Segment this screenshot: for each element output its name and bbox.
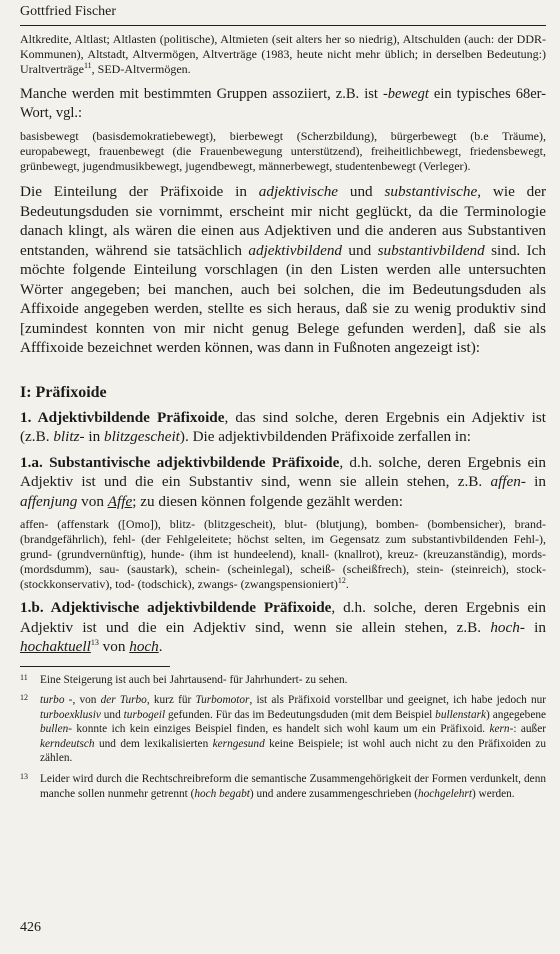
header-rule <box>20 25 546 26</box>
text-run: konnte ich kein einziges Beispiel finden, es handelt sich wohl kaum um ein Präfixoid. <box>72 723 490 736</box>
footnote-12 <box>20 693 546 766</box>
text-run: keine Beispiele; ist wohl auch nicht zu den Präfixoiden zu zählen. <box>40 737 547 765</box>
text-run-italic-underlined: Affe <box>107 492 133 510</box>
text-run: in <box>525 473 546 490</box>
paragraph-bewegt-list: basisbewegt (basisdemokratiebewegt), bierbewegt (Scherzbildung), bürgerbewegt (b.e Träume), europabewegt, frauenbewegt (die Frauenbewegung unterstützend), freiheitlichbewegt, friedensbewegt, grünbewegt, jugendmusikbewegt, jugendbewegt, männerbewegt, studentenbewegt (Verleger). <box>20 129 546 173</box>
footnote-ref: 11 <box>83 61 92 70</box>
text-run: gefunden. Für das im Bedeutungsduden (mit dem Beispiel <box>165 708 436 721</box>
text-run-italic-underlined: hochaktuell <box>20 638 91 655</box>
text-run-italic: affenjung <box>20 492 78 510</box>
text-run: , kurz für <box>146 694 196 707</box>
text-run-italic: -bewegt <box>382 86 429 102</box>
text-run-italic: turboexklusiv <box>40 708 101 721</box>
text-run-italic-underlined: hoch <box>129 638 159 655</box>
text-run-italic: kern- <box>489 723 514 736</box>
text-run-italic: blitz- <box>53 428 85 445</box>
text-run: Altkredite, Altlast; Altlasten (politische), Altmieten (seit alters her so niedrig), Altschulden (auch: der DDR-Kommunen), Altstadt, Altvermögen, Altverträge (1983, heute nicht mehr üblich; in derselben Bedeutung:) Uraltverträge <box>20 32 546 76</box>
text-run: ). Die adjektivbildenden Präfixoide zerfallen in: <box>179 428 471 445</box>
text-run: und <box>342 241 378 259</box>
text-run: von <box>98 638 130 655</box>
footnote-number: 12 <box>20 693 28 703</box>
text-run-italic: hochgelehrt <box>418 787 472 800</box>
text-run: ) werden. <box>471 787 515 800</box>
subsection-1b <box>20 598 546 657</box>
text-run: Manche werden mit bestimmten Gruppen assoziiert, z.B. ist <box>20 86 383 102</box>
text-run: in <box>84 428 104 445</box>
footnote-number: 11 <box>20 672 28 682</box>
footnote-rule <box>20 666 170 667</box>
text-run-italic: affen- <box>490 473 526 490</box>
text-run: ) angegebene <box>486 708 547 721</box>
paragraph-groups <box>20 85 546 123</box>
subsection-title: 1.a. Substantivische adjektivbildende Präfixoide <box>20 453 340 471</box>
text-run: von <box>77 492 108 510</box>
body-text <box>20 32 546 801</box>
text-run: , ist als Präfixoid vorstellbar und geeignet, ich habe jedoch nur <box>249 694 547 707</box>
text-run-italic: Turbomotor <box>195 694 250 707</box>
subsection-1a <box>20 453 546 512</box>
text-run: affen- (affenstark ([Omo]), blitz- (blitzgescheit), blut- (blutjung), bomben- (bombensicher), brand- (brandgefährlich), fehl- (der Fehlgeleitete; höchst selten, im Gegensatz zum substantivbildenden Fehl-), grund- (grundvernünftig), hunde- (ihm ist hundeelend), knall- (knallrot), kreuz- (kreuzanständig), mords- (mordsdumm), sau- (saustark), schein- (scheinlegal), scheiß- (scheißfrech), stein- (steinreich), stock- (stockkonservativ), tod- (todschick), zwangs- (zwangspensioniert) <box>20 517 546 591</box>
text-run: , von <box>72 694 101 707</box>
text-run-italic: der Turbo <box>100 694 147 707</box>
text-run: und <box>100 708 124 721</box>
text-run: ) und andere zusammengeschrieben ( <box>249 787 418 800</box>
text-run: sind. Ich möchte folgende Einteilung vorschlagen (in den Listen werden alle untersuchten Wörter angegeben; bei manchen, auch bei solchen, die im Bedeutungsduden als Affixoide angegeben werden, stellte es sich heraus, daß sie zu wenig produktiv sind [zumindest konnten von mir nicht genug Belege gefunden werden], daß sie als Afffixoide bezeichnet werden können, was dann in Fußnoten angezeigt ist): <box>20 241 547 356</box>
text-run: und <box>338 183 385 200</box>
footnote-ref: 13 <box>90 637 99 647</box>
subsection-1 <box>20 408 546 447</box>
text-run-italic: kerngesund <box>212 737 265 750</box>
text-run-italic: kerndeutsch <box>40 737 95 750</box>
footnote-11 <box>20 673 546 688</box>
text-run-italic: substantivbildend <box>377 241 485 259</box>
subsection-title: 1. Adjektivbildende Präfixoide <box>20 408 225 426</box>
subsection-title: 1.b. Adjektivische adjektivbildende Präfixoide <box>20 599 332 616</box>
text-run: , wie der Bedeutungsduden sie vornimmt, erscheint mir nicht geglückt, da die Terminologie danach klingt, als wären die einen aus Adjektiven und die anderen aus Substantiven entstanden, während sie tatsächlich <box>20 183 547 259</box>
text-run: , SED-Altvermögen. <box>91 62 191 76</box>
text-run-italic: hoch- <box>490 618 525 636</box>
paragraph-alt-list <box>20 32 546 77</box>
text-run: und dem lexikalisierten <box>94 737 213 750</box>
footnote-13 <box>20 772 546 801</box>
text-run-italic: turbogeil <box>123 708 166 721</box>
text-run-italic: hoch begabt <box>194 787 250 800</box>
text-run: . <box>158 638 163 655</box>
paragraph-classification <box>20 182 546 358</box>
text-run: , d.h. solche, deren Ergebnis ein Adjektiv ist und die ein Substantiv sind, wenn sie allein stehen, z.B. <box>20 453 547 490</box>
text-run: Leider wird durch die Rechtschreibreform die semantische Zusammengehörigkeit der Formen verdunkelt, denn manche sollen nunmehr getrennt ( <box>40 773 546 800</box>
text-run-italic: adjektivbildend <box>248 241 343 259</box>
text-run-italic: bullen- <box>40 723 72 736</box>
footnote-ref: 12 <box>337 576 346 585</box>
text-run-italic: blitzgescheit <box>103 428 180 445</box>
text-run: in <box>524 618 546 636</box>
text-run-italic: adjektivische <box>258 183 339 200</box>
text-run: , d.h. solche, deren Ergebnis ein Adjektiv ist und die ein Adjektiv sind, wenn sie allein stehen, z.B. <box>20 599 547 636</box>
text-run: : außer <box>513 723 546 736</box>
text-run: ein typisches 68er-Wort, vgl.: <box>20 86 546 121</box>
text-run-italic: bullenstark <box>435 708 487 721</box>
running-head-author: Gottfried Fischer <box>20 4 117 19</box>
text-run: . <box>345 577 349 591</box>
paragraph-prefixoid-list <box>20 517 546 592</box>
text-run: ; zu diesen können folgende gezählt werden: <box>132 492 403 510</box>
section-heading: I: Präfixoide <box>20 383 107 401</box>
footnote-text: Eine Steigerung ist auch bei Jahrtausend- für Jahrhundert- zu sehen. <box>40 673 348 686</box>
text-run: , das sind solche, deren Ergebnis ein Adjektiv ist (z.B. <box>20 408 546 445</box>
text-run-italic: turbo - <box>40 694 73 707</box>
footnote-number: 13 <box>20 772 28 782</box>
text-run-italic: substantivische <box>384 183 478 200</box>
page-number: 426 <box>20 920 41 935</box>
text-run: Die Einteilung der Präfixoide in <box>20 183 259 200</box>
